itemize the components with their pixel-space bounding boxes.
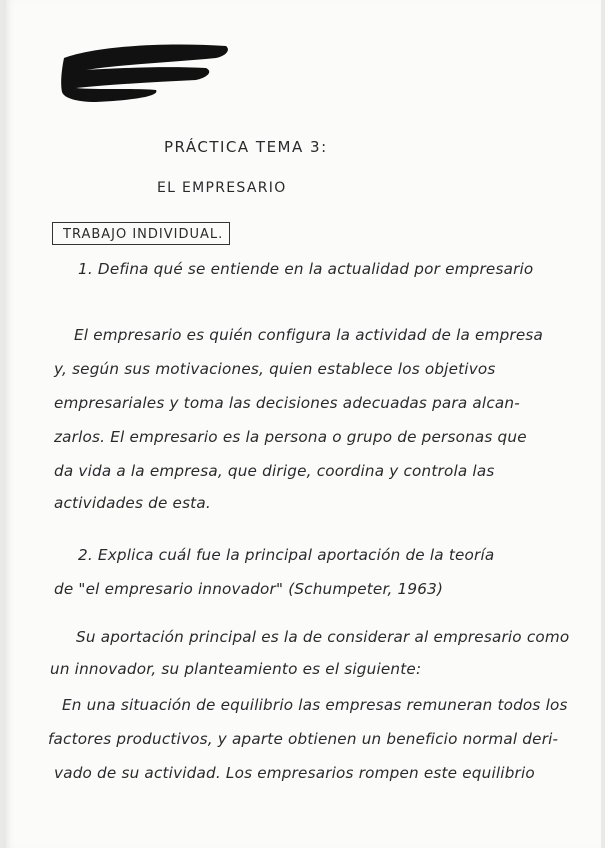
question-2-line: 2. Explica cuál fue la principal aportación de la teoría: [78, 546, 495, 564]
answer-2-line: vado de su actividad. Los empresarios rompen este equilibrio: [54, 764, 535, 782]
section-label-box: TRABAJO INDIVIDUAL.: [52, 222, 230, 245]
answer-1-line: da vida a la empresa, que dirige, coordina y controla las: [54, 462, 495, 480]
answer-1-line: empresariales y toma las decisiones adecuadas para alcan-: [54, 394, 520, 412]
answer-1-line: zarlos. El empresario es la persona o grupo de personas que: [54, 428, 527, 446]
question-2-line: de "el empresario innovador" (Schumpeter, 1963): [54, 580, 444, 598]
answer-2-line: un innovador, su planteamiento es el siguiente:: [50, 660, 422, 678]
answer-1-line: El empresario es quién configura la actividad de la empresa: [74, 326, 544, 344]
answer-2-line: factores productivos, y aparte obtienen un beneficio normal deri-: [48, 730, 559, 748]
page-title: PRÁCTICA TEMA 3:: [164, 138, 328, 156]
answer-1-line: actividades de esta.: [54, 494, 211, 512]
redaction-mark: [56, 38, 236, 108]
page-subtitle: EL EMPRESARIO: [157, 180, 287, 196]
answer-1-line: y, según sus motivaciones, quien establece los objetivos: [54, 360, 496, 378]
notebook-page: [4, 0, 601, 848]
answer-2-line: En una situación de equilibrio las empresas remuneran todos los: [62, 696, 568, 714]
question-1: 1. Defina qué se entiende en la actualidad por empresario: [78, 260, 534, 278]
answer-2-line: Su aportación principal es la de considerar al empresario como: [76, 628, 570, 646]
